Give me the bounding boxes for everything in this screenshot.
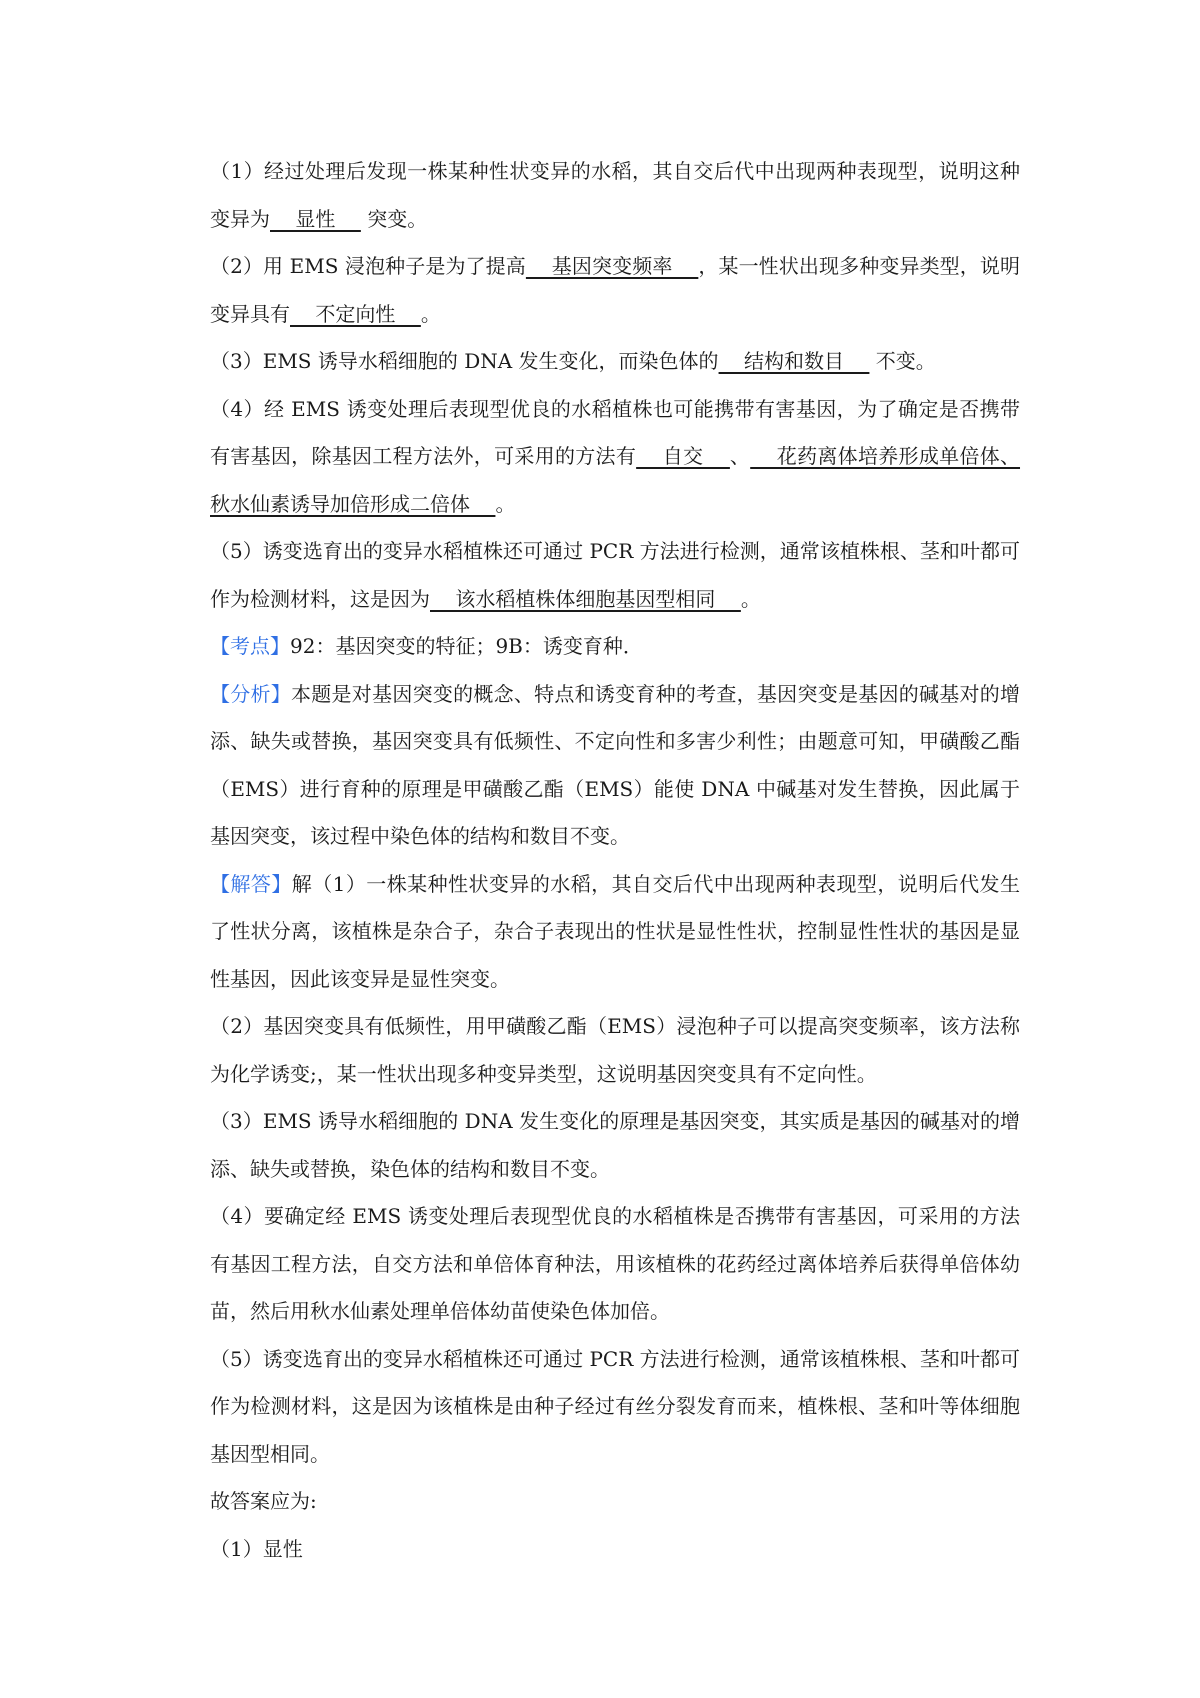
question-5 <box>210 528 1020 623</box>
fenxi-section <box>210 671 1020 861</box>
q5-text-end: 。 <box>740 586 761 611</box>
kaodian-section <box>210 623 1020 671</box>
kaodian-text: 92：基因突变的特征；9B：诱变育种． <box>290 634 643 658</box>
fenxi-tag: 【分析】 <box>210 681 292 706</box>
q4-answer-blank-1: 自交 <box>636 444 730 468</box>
q2-answer-blank-1: 基因突变频率 <box>525 254 699 278</box>
q4-text-end: 。 <box>495 491 516 516</box>
q2-answer-blank-2: 不定向性 <box>290 301 421 326</box>
fenxi-text: 本题是对基因突变的概念、特点和诱变育种的考查，基因突变是基因的碱基对的增添、缺失或替换，基因突变具有低频性、不定向性和多害少利性；由题意可知，甲磺酸乙酯（EMS）进行育种的原理是甲磺酸乙酯（EMS）能使 DNA 中碱基对发生替换，因此属于基因突变，该过程中染色体的结构和数目不变。 <box>210 681 1021 848</box>
answer-intro: 故答案应为: <box>210 1489 317 1513</box>
q2-text-end: 。 <box>420 301 441 326</box>
jieda-paragraph-2: （2）基因突变具有低频性，用甲磺酸乙酯（EMS）浸泡种子可以提高突变频率，该方法称为化学诱变;，某一性状出现多种变异类型，这说明基因突变具有不定向性。 <box>210 1014 1020 1086</box>
question-4 <box>210 386 1020 529</box>
q3-text: （3）EMS 诱导水稻细胞的 DNA 发生变化，而染色体的 <box>210 349 719 373</box>
question-3 <box>210 338 1020 386</box>
jieda-paragraph-4: （4）要确定经 EMS 诱变处理后表现型优良的水稻植株是否携带有害基因，可采用的方法有基因工程方法，自交方法和单倍体育种法，用该植株的花药经过离体培养后获得单倍体幼苗，然后用秋水仙素处理单倍体幼苗使染色体加倍。 <box>210 1204 1020 1323</box>
jieda-paragraph-1: 解（1）一株某种性状变异的水稻，其自交后代中出现两种表现型，说明后代发生了性状分离，该植株是杂合子，杂合子表现出的性状是显性性状，控制显性性状的基因是显性基因，因此该变异是显性突变。 <box>210 871 1021 991</box>
jieda-paragraph-3: （3）EMS 诱导水稻细胞的 DNA 发生变化的原理是基因突变，其实质是基因的碱基对的增添、缺失或替换，染色体的结构和数目不变。 <box>210 1109 1020 1181</box>
jieda-paragraph-5: （5）诱变选育出的变异水稻植株还可通过 PCR 方法进行检测，通常该植株根、茎和叶都可作为检测材料，这是因为该植株是由种子经过有丝分裂发育而来，植株根、茎和叶等体细胞基因型相同。 <box>210 1346 1020 1466</box>
jieda-section <box>210 861 1020 1004</box>
q1-text: （1）经过处理后发现一株某种性状变异的水稻，其自交后代中出现两种表现型，说明这种变异为 <box>210 159 1020 231</box>
kaodian-tag: 【考点】 <box>210 634 290 658</box>
q2-text: （2）用 EMS 浸泡种子是为了提高 <box>210 254 526 278</box>
q4-text: （4）经 EMS 诱变处理后表现型优良的水稻植株也可能携带有害基因，为了确定是否携带有害基因，除基因工程方法外，可采用的方法有 <box>210 396 1020 468</box>
q4-text-mid: 、 <box>729 444 751 468</box>
document-content <box>210 148 1020 1573</box>
jieda-tag: 【解答】 <box>210 871 292 896</box>
q4-answer-blank-2: 花药离体培养形成单倍体、秋水仙素诱导加倍形成二倍体 <box>210 444 1021 516</box>
q1-text-end: 突变。 <box>360 206 428 231</box>
q1-answer-blank: 显性 <box>270 206 361 231</box>
q2-text-mid: ，某一性状出现多种变异类型，说明变异具有 <box>210 254 1021 326</box>
question-1 <box>210 148 1020 243</box>
answer-1: （1）显性 <box>210 1536 303 1561</box>
question-2 <box>210 243 1020 338</box>
q5-answer-blank: 该水稻植株体细胞基因型相同 <box>430 586 741 611</box>
q5-text: （5）诱变选育出的变异水稻植株还可通过 PCR 方法进行检测，通常该植株根、茎和叶都可作为检测材料，这是因为 <box>210 539 1020 611</box>
q3-text-end: 不变。 <box>869 349 936 373</box>
q3-answer-blank: 结构和数目 <box>718 349 870 373</box>
